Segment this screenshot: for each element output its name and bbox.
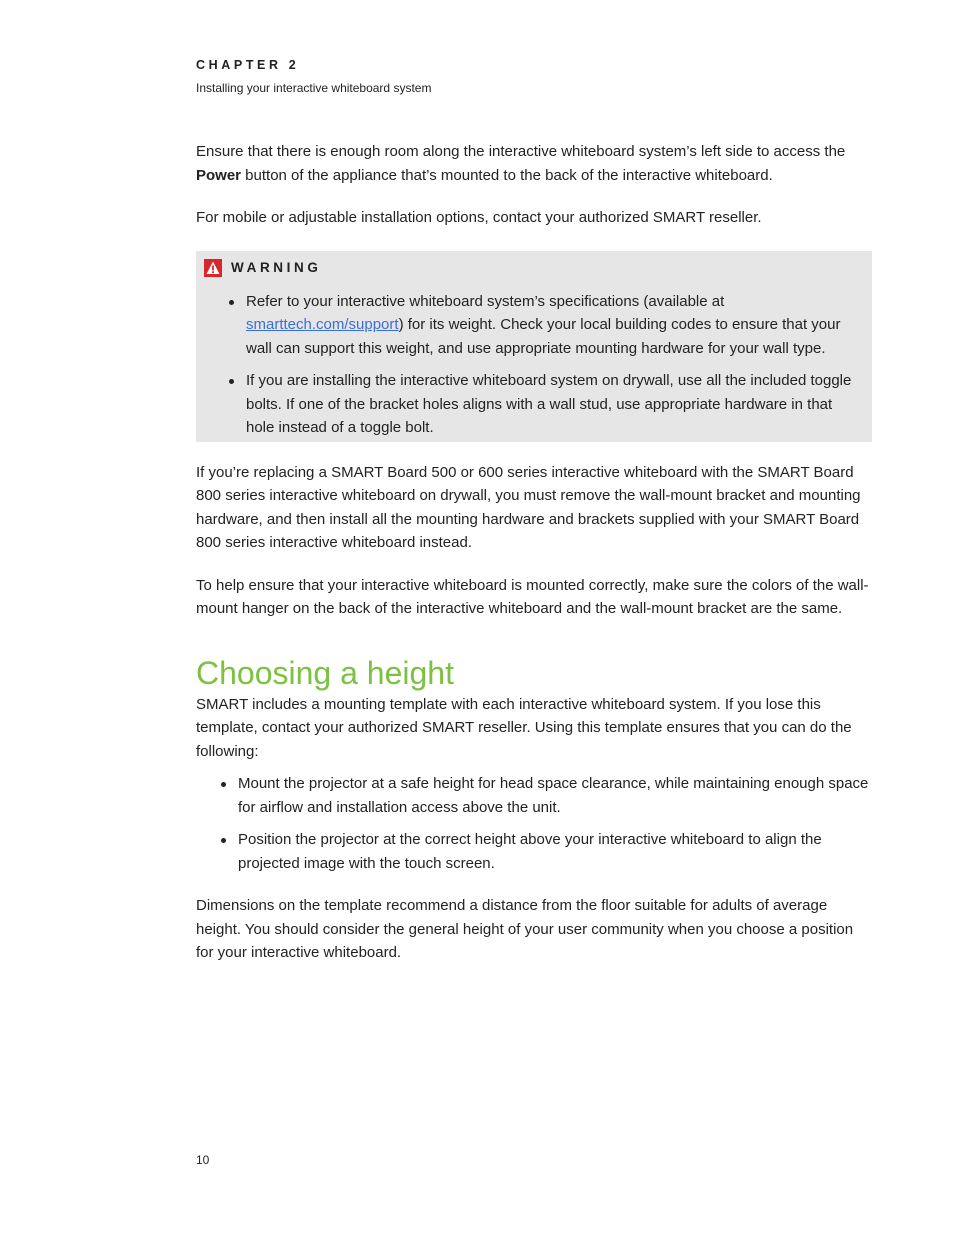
paragraph-text: Ensure that there is enough room along the interactive whiteboard system’s left side to access the	[196, 143, 846, 160]
warning-item-drywall: If you are installing the interactive whiteboard system on drywall, use all the included toggle bolts. If one of the bracket holes aligns with a wall stud, use appropriate hardware in that hole instead of a toggle bolt.	[246, 369, 864, 440]
list-item: Mount the projector at a safe height for head space clearance, while maintaining enough space for airflow and installation access above the unit.	[238, 772, 872, 819]
warning-title: WARNING	[231, 260, 322, 275]
paragraph-power-access	[196, 140, 872, 187]
section-intro: SMART includes a mounting template with each interactive whiteboard system. If you lose this template, contact your authorized SMART reseller. Using this template ensures that you can do the following:	[196, 695, 852, 760]
warning-text: Refer to your interactive whiteboard system’s specifications (available at	[246, 292, 725, 310]
paragraph-replacing: If you’re replacing a SMART Board 500 or 600 series interactive whiteboard with the SMART Board 800 series interactive whiteboard on drywall, you must remove the wall-mount bracket and mounting hardware, and then install all the mounting hardware and brackets supplied with your SMART Board 800 series interactive whiteboard instead.	[196, 463, 861, 551]
paragraph-mobile-options: For mobile or adjustable installation options, contact your authorized SMART reseller.	[196, 209, 762, 226]
paragraph-text: button of the appliance that’s mounted to the back of the interactive whiteboard.	[241, 166, 773, 184]
warning-text: ) for its weight. Check your local building codes to ensure that your wall can support this weight, and use appropriate mounting hardware for your wall type.	[246, 316, 841, 357]
warning-box	[196, 251, 872, 442]
power-term: Power	[196, 166, 242, 184]
warning-item-weight	[246, 290, 864, 361]
height-list	[196, 772, 872, 875]
list-item: Position the projector at the correct height above your interactive whiteboard to align the projected image with the touch screen.	[238, 828, 872, 875]
page-number: 10	[196, 1153, 210, 1167]
warning-triangle-icon	[204, 259, 222, 277]
chapter-label: CHAPTER 2	[196, 58, 300, 72]
chapter-subtitle: Installing your interactive whiteboard system	[196, 81, 432, 95]
section-closing: Dimensions on the template recommend a distance from the floor suitable for adults of average height. You should consider the general height of your user community when you choose a position for your interactive whiteboard.	[196, 897, 854, 961]
section-heading: Choosing a height	[196, 654, 454, 691]
paragraph-colors: To help ensure that your interactive whiteboard is mounted correctly, make sure the colors of the wall-mount hanger on the back of the interactive whiteboard and the wall-mount bracket are the same.	[196, 576, 869, 617]
support-link[interactable]: smarttech.com/support	[246, 316, 399, 333]
warning-list	[204, 290, 864, 440]
warning-header	[204, 259, 864, 277]
page-content	[196, 140, 872, 965]
